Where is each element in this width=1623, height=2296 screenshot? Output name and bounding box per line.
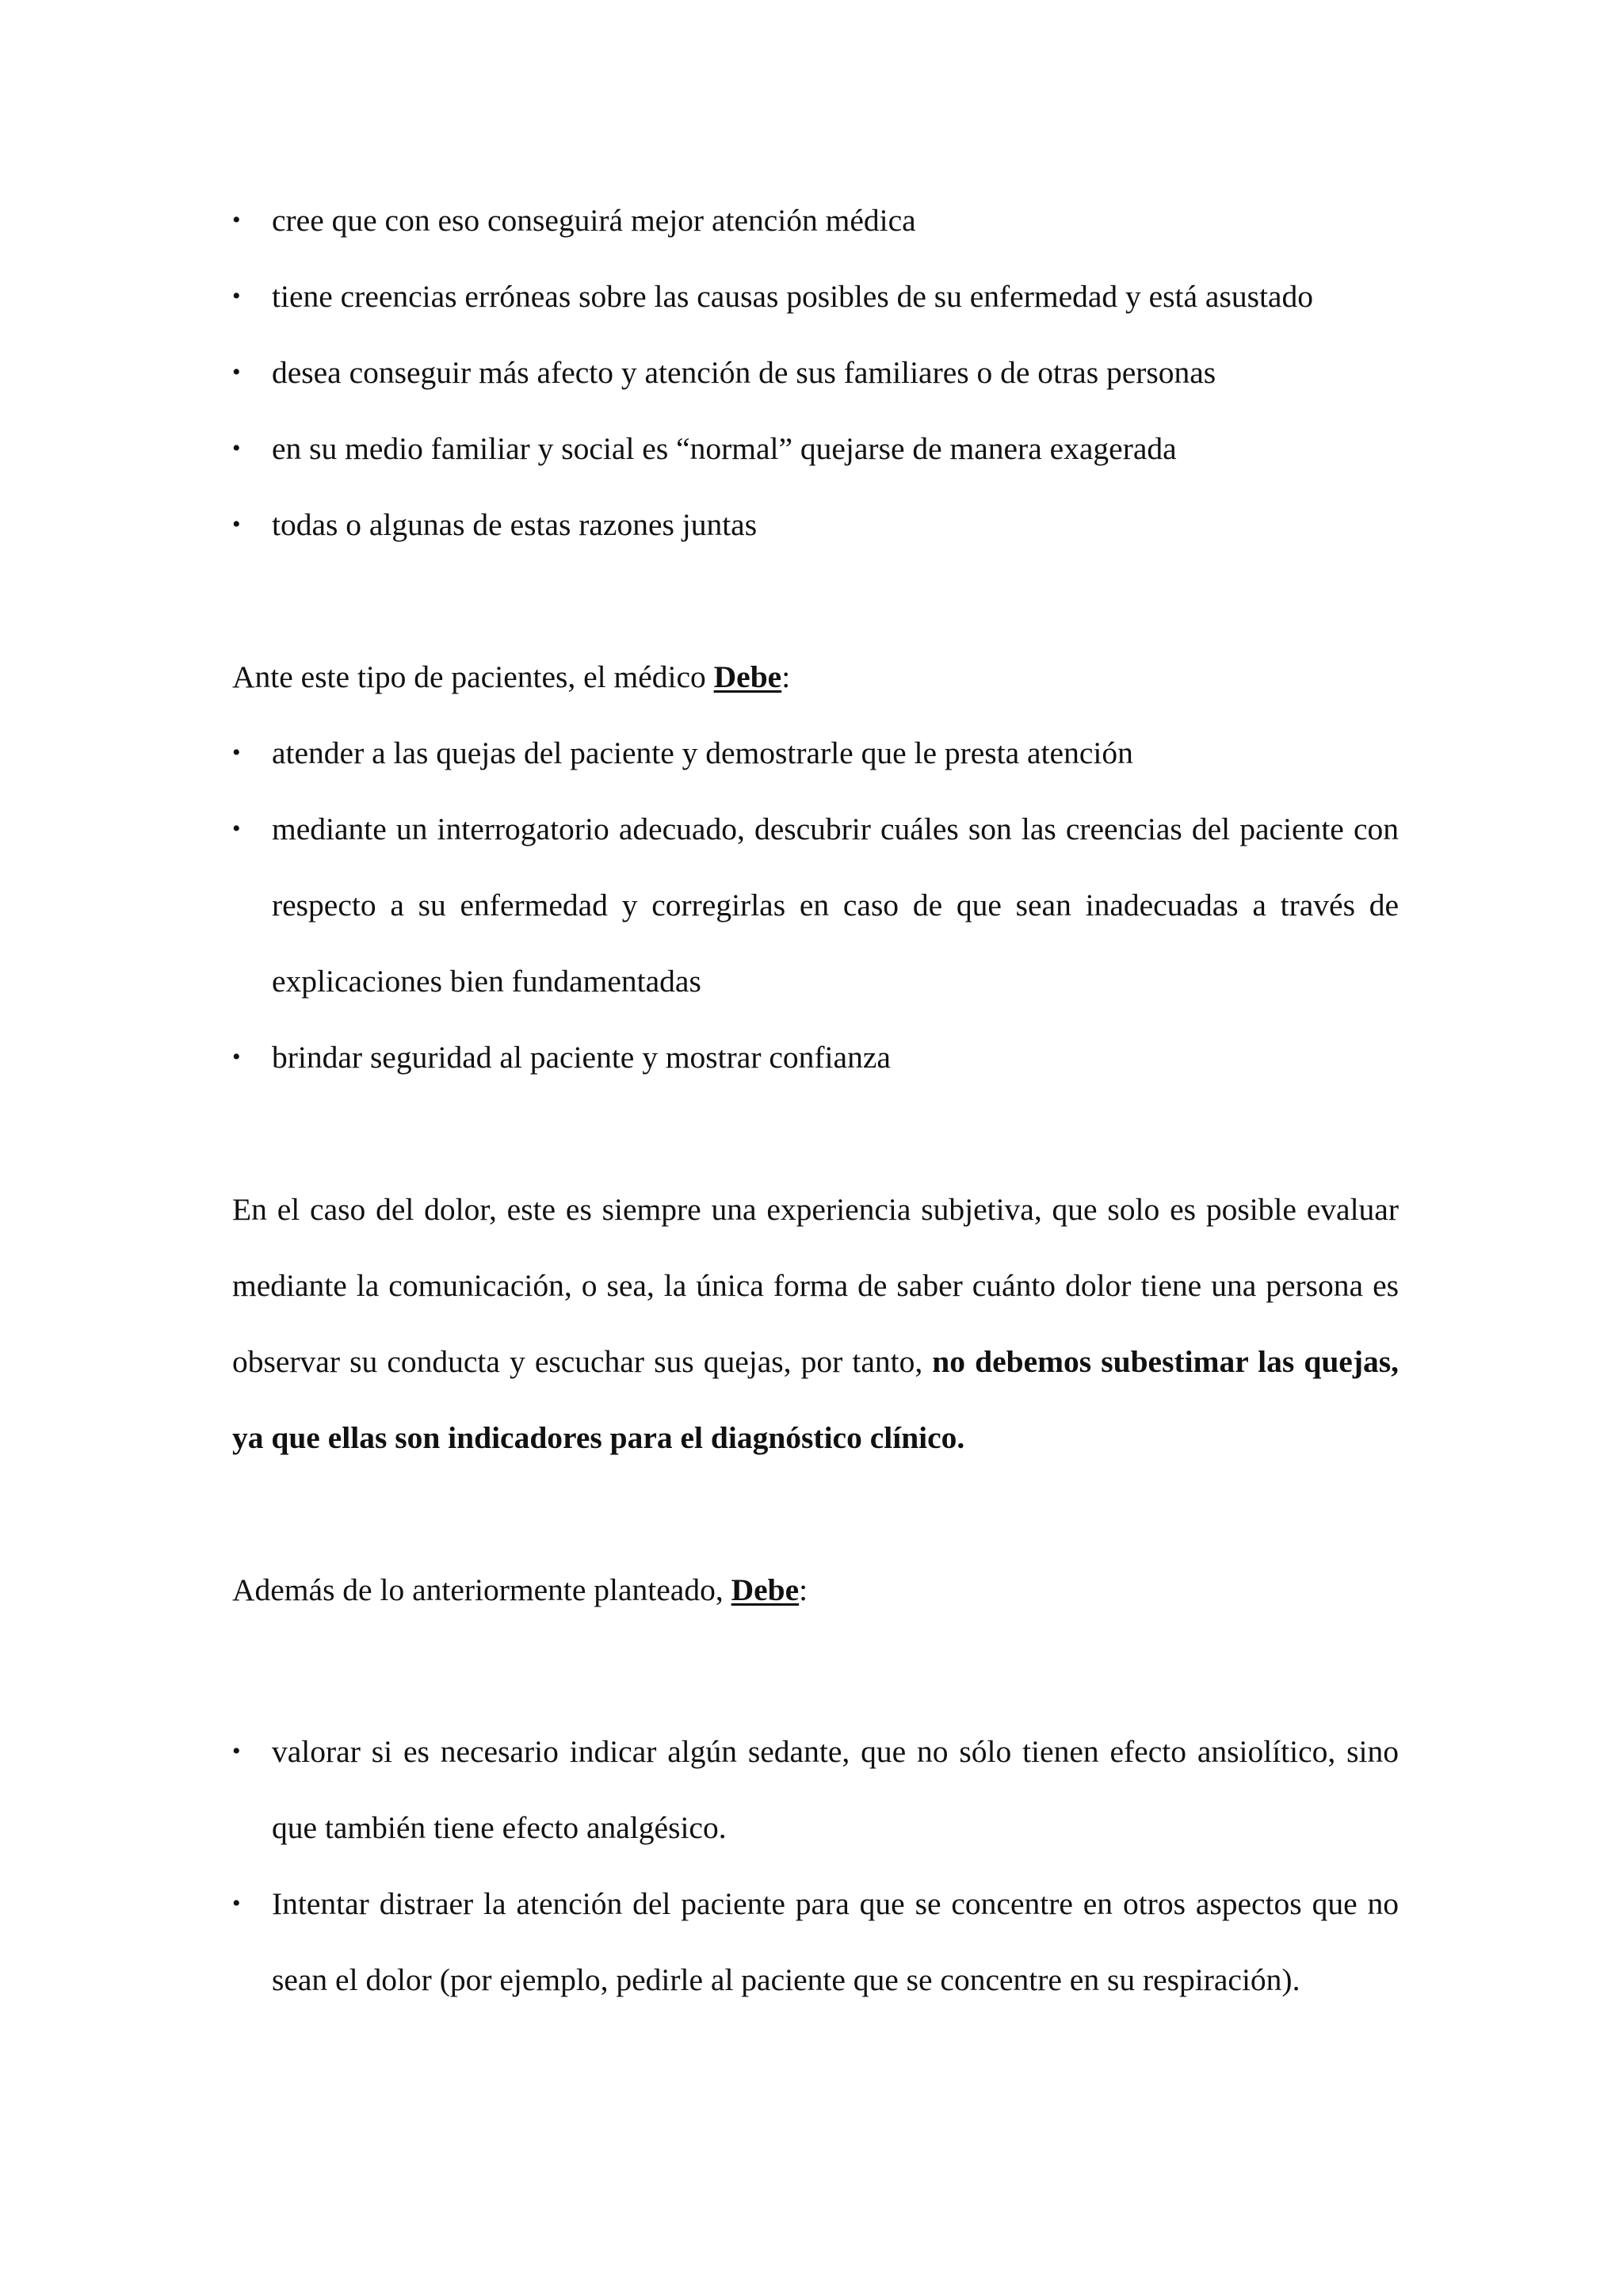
list-item-text: mediante un interrogatorio adecuado, descubrir cuáles son las creencias del paciente con respecto a su enfermedad y corregirlas en caso de que sean inadecuadas a través de explicaciones bien fundamentadas — [272, 812, 1399, 999]
bold-statement: no debemos subestimar las quejas, ya que ellas son indicadores para el diagnóstico clínico. — [232, 1344, 1399, 1455]
list-item — [232, 1866, 1399, 2018]
bullet-icon: • — [232, 1890, 241, 1916]
bullet-icon: • — [232, 1044, 241, 1070]
bullet-icon: • — [232, 435, 241, 461]
paragraph-text: : — [799, 1572, 808, 1607]
list-item — [232, 182, 1399, 258]
list-item-text: en su medio familiar y social es “normal” quejarse de manera exagerada — [272, 431, 1177, 466]
pain-paragraph — [232, 1171, 1399, 1476]
list-item — [232, 258, 1399, 334]
bullet-icon: • — [232, 816, 241, 842]
spacer — [232, 1628, 1399, 1713]
list-item — [232, 791, 1399, 1019]
debe-emphasis: Debe — [731, 1572, 800, 1607]
list-item — [232, 487, 1399, 563]
doctor-must-paragraph — [232, 639, 1399, 715]
list-item — [232, 334, 1399, 411]
bullet-icon: • — [232, 207, 241, 233]
additional-actions-list — [232, 1713, 1399, 2018]
bullet-icon: • — [232, 359, 241, 385]
list-item — [232, 715, 1399, 791]
spacer — [232, 563, 1399, 639]
list-item — [232, 1019, 1399, 1095]
paragraph-text: En el caso del dolor, este es siempre una experiencia subjetiva, que solo es posible evaluar mediante la comunicación, o sea, la única forma de saber cuánto dolor tiene una persona es observar su conducta y escuchar sus quejas, por tanto, — [232, 1192, 1399, 1379]
list-item-text: todas o algunas de estas razones juntas — [272, 507, 758, 542]
bullet-icon: • — [232, 1738, 241, 1764]
paragraph-text: : — [781, 659, 791, 694]
reasons-list — [232, 182, 1399, 563]
bullet-icon: • — [232, 739, 241, 766]
doctor-actions-list — [232, 715, 1399, 1095]
list-item-text: tiene creencias erróneas sobre las causas posibles de su enfermedad y está asustado — [272, 279, 1313, 314]
paragraph-text: Además de lo anteriormente planteado, — [232, 1572, 731, 1607]
spacer — [232, 1095, 1399, 1171]
paragraph-text: Ante este tipo de pacientes, el médico — [232, 659, 714, 694]
additionally-paragraph — [232, 1552, 1399, 1628]
bullet-icon: • — [232, 511, 241, 537]
document-page — [232, 182, 1399, 2018]
list-item — [232, 411, 1399, 487]
list-item — [232, 1713, 1399, 1866]
debe-emphasis: Debe — [713, 659, 782, 694]
list-item-text: Intentar distraer la atención del paciente para que se concentre en otros aspectos que no sean el dolor (por ejemplo, pedirle al paciente que se concentre en su respiración). — [272, 1886, 1399, 1997]
list-item-text: cree que con eso conseguirá mejor atención médica — [272, 203, 916, 238]
list-item-text: valorar si es necesario indicar algún sedante, que no sólo tienen efecto ansiolítico, sino que también tiene efecto analgésico. — [272, 1734, 1399, 1845]
spacer — [232, 1476, 1399, 1552]
list-item-text: brindar seguridad al paciente y mostrar confianza — [272, 1040, 891, 1075]
list-item-text: atender a las quejas del paciente y demostrarle que le presta atención — [272, 735, 1133, 770]
list-item-text: desea conseguir más afecto y atención de sus familiares o de otras personas — [272, 355, 1216, 390]
bullet-icon: • — [232, 283, 241, 309]
